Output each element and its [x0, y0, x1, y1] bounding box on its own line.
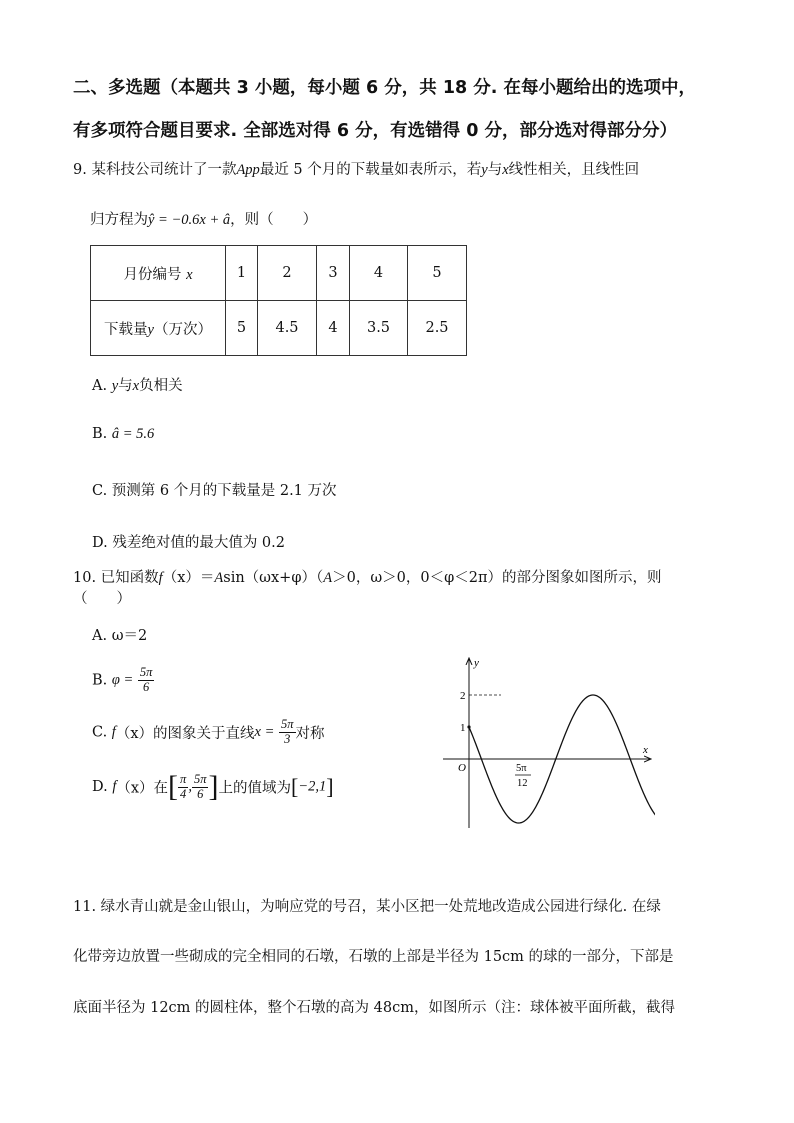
- section-title-line2: 有多项符合题目要求. 全部选对得 6 分，有选错得 0 分，部分选对得部分分）: [73, 121, 677, 141]
- q9-data-table: [90, 245, 467, 356]
- table-row: [91, 246, 467, 301]
- q9-app: App: [236, 162, 260, 178]
- q9-line2-b: ，则（ ）: [230, 212, 318, 228]
- q9-var-y: y: [481, 162, 488, 178]
- q10-answer-paren: （ ）: [73, 591, 131, 607]
- table-cell: 3: [317, 246, 350, 301]
- x-tick-denominator: 12: [517, 778, 528, 789]
- q9-line2-a: 归方程为: [90, 212, 148, 228]
- q11-line2: 化带旁边放置一些砌成的完全相同的石墩，石墩的上部是半径为 15cm 的球的一部分，下部是: [73, 949, 674, 965]
- q10-option-b[interactable]: B. φ = $\frac{5\pi}{6}$: [92, 665, 153, 694]
- table-cell: 5: [408, 246, 467, 301]
- q9-option-d[interactable]: D. 残差绝对值的最大值为 0.2: [92, 535, 285, 551]
- q11-line1: 11. 绿水青山就是金山银山，为响应党的号召，某小区把一处荒地改造成公园进行绿化. 在绿: [73, 899, 661, 915]
- x-tick-numerator: 5π: [516, 763, 527, 774]
- x-axis-label: x: [643, 744, 648, 756]
- q9-option-a[interactable]: A. y与x负相关: [92, 378, 183, 394]
- table-cell: 2.5: [408, 301, 467, 356]
- y-intercept-point: [467, 725, 470, 728]
- q11-line3: 底面半径为 12cm 的圆柱体，整个石墩的高为 48cm，如图所示（注：球体被平面所截，截得: [73, 1000, 675, 1016]
- function-graph: [435, 650, 655, 830]
- section-title-line1: 二、多选题（本题共 3 小题，每小题 6 分，共 18 分. 在每小题给出的选项中，: [73, 78, 696, 98]
- table-header-cell: 月份编号 x: [91, 246, 226, 301]
- q9-stem-d: 线性相关，且线性回: [508, 162, 640, 178]
- q9-option-b[interactable]: B. â = 5.6: [92, 426, 155, 442]
- q9-number: 9.: [73, 162, 87, 178]
- table-cell: 1: [226, 246, 258, 301]
- table-cell: 5: [226, 301, 258, 356]
- tick-label-2: 2: [460, 690, 466, 702]
- q10-option-c[interactable]: C. f（x）的图象关于直线x = $\frac{5\pi}{3}$ 对称: [92, 717, 325, 746]
- table-cell: 3.5: [350, 301, 408, 356]
- tick-label-1: 1: [460, 722, 466, 734]
- q10-option-a[interactable]: A. ω＝2: [92, 628, 148, 644]
- table-cell: 4.5: [258, 301, 317, 356]
- table-cell: 2: [258, 246, 317, 301]
- origin-label: O: [458, 762, 466, 774]
- q9-stem-a: 某科技公司统计了一款: [91, 162, 237, 178]
- table-row: [91, 301, 467, 356]
- table-header-cell: 下载量y（万次）: [91, 301, 226, 356]
- y-axis-label: y: [474, 657, 479, 669]
- q9-equation: ŷ = −0.6x + â: [148, 212, 231, 228]
- q9-stem-c: 与: [487, 162, 503, 178]
- q10-stem-line1: 10. 已知函数f（x）＝Asin（ωx+φ）（A＞0，ω＞0，0＜φ＜2π）的部分图象如图所示，则: [73, 570, 662, 586]
- table-cell: 4: [317, 301, 350, 356]
- table-cell: 4: [350, 246, 408, 301]
- q9-stem-b: 最近 5 个月的下载量如表所示，若: [259, 162, 482, 178]
- q10-option-d[interactable]: D. f（x）在[ $\frac{\pi}{4}$ , $\frac{5\pi}{6}$ ]上的值域为[−2,1]: [92, 770, 334, 803]
- q9-option-c[interactable]: C. 预测第 6 个月的下载量是 2.1 万次: [92, 483, 337, 499]
- q9-var-x: x: [502, 162, 509, 178]
- q9-stem-line1: [73, 158, 639, 179]
- q9-stem-line2: [90, 208, 317, 229]
